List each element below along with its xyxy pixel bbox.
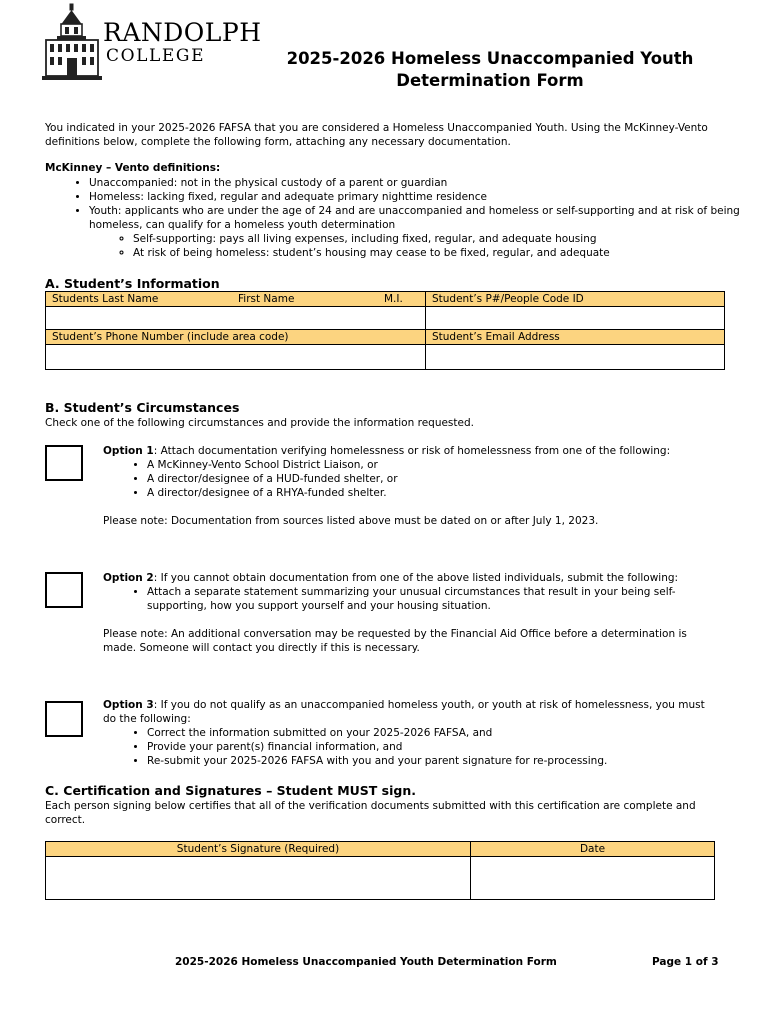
email-field[interactable] bbox=[426, 345, 725, 370]
option-1-list bbox=[103, 458, 718, 500]
option-3-block bbox=[103, 698, 718, 768]
signature-table bbox=[45, 841, 715, 900]
option-3-text bbox=[103, 698, 718, 726]
option-2-description: : If you cannot obtain documentation from one of the above listed individuals, submit the following: bbox=[153, 572, 679, 584]
definition-sub-item: ◦ At risk of being homeless: student’s housing may cease to be fixed, regular, and adequate bbox=[133, 246, 759, 260]
section-b-heading: B. Student’s Circumstances bbox=[45, 400, 240, 415]
option-1-item: • A director/designee of a RHYA-funded shelter. bbox=[147, 486, 718, 500]
date-field[interactable] bbox=[471, 857, 715, 900]
option-1-note: Please note: Documentation from sources listed above must be dated on or after July 1, 2023. bbox=[103, 515, 599, 527]
option-1-checkbox[interactable] bbox=[45, 445, 83, 481]
mi-label: M.I. bbox=[384, 293, 403, 305]
definition-item-text: Youth: applicants who are under the age of 24 and are unaccompanied and homeless or self-supporting and at risk of being homeless, can qualify for a homeless youth determination bbox=[89, 205, 740, 231]
section-b-instructions: Check one of the following circumstances and provide the information requested. bbox=[45, 417, 474, 429]
definition-sub-item: ◦ Self-supporting: pays all living expenses, including fixed, regular, and adequate housing bbox=[133, 232, 759, 246]
section-c-text: Each person signing below certifies that all of the verification documents submitted with this certification are complete and correct. bbox=[45, 800, 696, 826]
option-2-list bbox=[103, 585, 718, 613]
option-3-checkbox[interactable] bbox=[45, 701, 83, 737]
option-3-item: • Provide your parent(s) financial information, and bbox=[147, 740, 718, 754]
student-id-field[interactable] bbox=[426, 307, 725, 330]
phone-field[interactable] bbox=[46, 345, 426, 370]
definition-item: • Unaccompanied: not in the physical custody of a parent or guardian bbox=[89, 176, 759, 190]
last-name-label: Students Last Name bbox=[52, 293, 159, 305]
option-1-text bbox=[103, 444, 718, 458]
option-1-item: • A director/designee of a HUD-funded shelter, or bbox=[147, 472, 718, 486]
footer-title: 2025-2026 Homeless Unaccompanied Youth Determination Form bbox=[175, 956, 557, 968]
option-3-list bbox=[103, 726, 718, 768]
student-info-table bbox=[45, 291, 725, 370]
option-2-checkbox[interactable] bbox=[45, 572, 83, 608]
student-name-header bbox=[46, 292, 426, 307]
option-1-description: : Attach documentation verifying homelessness or risk of homelessness from one of the following: bbox=[153, 445, 671, 457]
phone-label: Student’s Phone Number (include area code) bbox=[46, 330, 426, 345]
signature-label: Student’s Signature (Required) bbox=[46, 842, 471, 857]
form-title: 2025-2026 Homeless Unaccompanied Youth Determination Form bbox=[286, 49, 694, 90]
option-1-item: • A McKinney-Vento School District Liaison, or bbox=[147, 458, 718, 472]
first-name-label: First Name bbox=[238, 293, 295, 305]
definition-item bbox=[89, 204, 759, 260]
definitions-sub-list bbox=[89, 232, 759, 260]
definitions-heading: McKinney – Vento definitions: bbox=[45, 162, 221, 174]
option-3-description: : If you do not qualify as an unaccompanied homeless youth, or youth at risk of homelessness, you must do the following: bbox=[103, 699, 705, 725]
student-id-label: Student’s P#/People Code ID bbox=[426, 292, 725, 307]
option-3-item: • Re-submit your 2025-2026 FAFSA with you and your parent signature for re-processing. bbox=[147, 754, 718, 768]
option-3-item: • Correct the information submitted on your 2025-2026 FAFSA, and bbox=[147, 726, 718, 740]
section-c-heading: C. Certification and Signatures – Student MUST sign. bbox=[45, 783, 416, 798]
section-a-heading: A. Student’s Information bbox=[45, 276, 220, 291]
option-2-text bbox=[103, 571, 718, 585]
student-name-field[interactable] bbox=[46, 307, 426, 330]
option-2-note: Please note: An additional conversation may be requested by the Financial Aid Office before a determination is made. Someone will contact you directly if this is necessary. bbox=[103, 628, 687, 654]
definition-item: • Homeless: lacking fixed, regular and adequate primary nighttime residence bbox=[89, 190, 759, 204]
option-2-item: • Attach a separate statement summarizing your unusual circumstances that result in your being self-supporting, how you support yourself and your housing situation. bbox=[147, 585, 718, 613]
option-2-label: Option 2 bbox=[103, 572, 154, 584]
option-3-label: Option 3 bbox=[103, 699, 154, 711]
option-2-block bbox=[103, 571, 718, 655]
option-1-label: Option 1 bbox=[103, 445, 154, 457]
page-number: Page 1 of 3 bbox=[652, 956, 719, 968]
intro-paragraph: You indicated in your 2025-2026 FAFSA that you are considered a Homeless Unaccompanied Youth. Using the McKinney-Vento definitions below, complete the following form, attaching any necessary documentation. bbox=[45, 122, 708, 148]
logo-wordmark-college: COLLEGE bbox=[106, 46, 206, 66]
logo-wordmark-name: RANDOLPH bbox=[103, 18, 262, 47]
email-label: Student’s Email Address bbox=[426, 330, 725, 345]
option-1-block bbox=[103, 444, 718, 528]
definitions-list bbox=[63, 176, 759, 260]
signature-field[interactable] bbox=[46, 857, 471, 900]
date-label: Date bbox=[471, 842, 715, 857]
